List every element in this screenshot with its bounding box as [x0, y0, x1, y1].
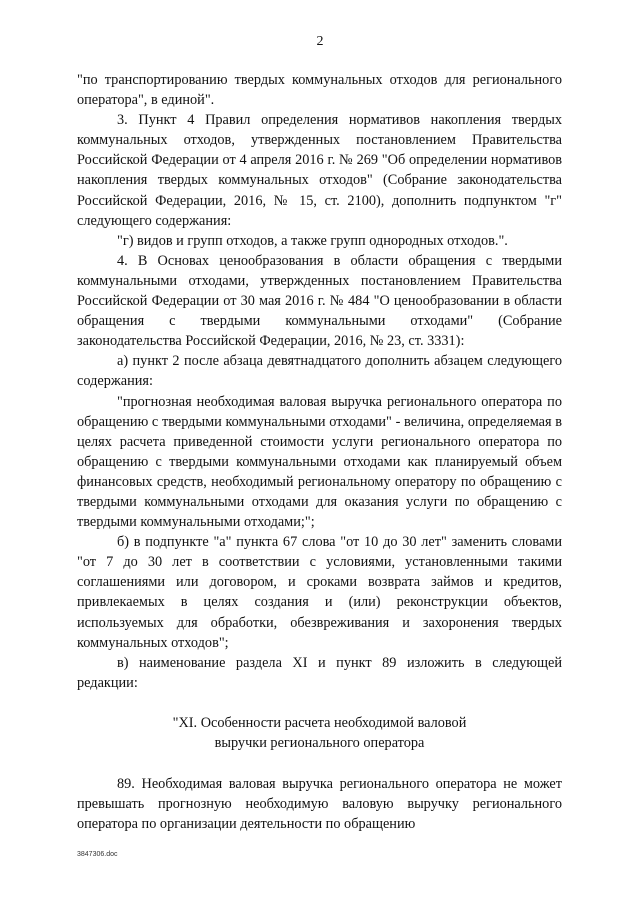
paragraph-item-4: 4. В Основах ценообразования в области обращения с твердыми коммунальными отходами, утвержденных постановлением Правительства Российской Федерации от 30 мая 2016 г. № 484 "О ценообразовании в области обращения с твердыми коммунальными отходами" (Собрание законодательства Российской Федерации, 2016, № 23, ст. 3331):: [77, 252, 562, 350]
section-heading-line-1: "XI. Особенности расчета необходимой валовой: [172, 714, 467, 731]
paragraph-item-89: 89. Необходимая валовая выручка регионального оператора не может превышать прогнозную необходимую валовую выручку регионального оператора по организации деятельности по обращению: [77, 776, 562, 833]
section-heading-line-2: выручки регионального оператора: [214, 735, 425, 751]
spacer: [77, 693, 562, 713]
paragraph-item-4a-quote: "прогнозная необходимая валовая выручка регионального оператора по обращению с твердыми коммунальными отходами" - величина, определяемая в целях расчета приведенной стоимости услуги регионального оператора по обращению с твердыми коммунальными отходами как планируемый объем финансовых средств, необходимый региональному оператору по обращению с твердыми коммунальными отходами для оказания услуги по обращению с твердыми коммунальными отходами;";: [77, 393, 562, 531]
document-body: [77, 70, 562, 834]
paragraph-item-3: 3. Пункт 4 Правил определения нормативов накопления твердых коммунальных отходов, утвержденных постановлением Правительства Российской Федерации от 4 апреля 2016 г. № 269 "Об определении нормативов накопления твердых коммунальных отходов" (Собрание законодательства Российской Федерации, 2016, № 15, ст. 2100), дополнить подпунктом "г" следующего содержания:: [77, 112, 562, 229]
section-heading: [77, 713, 562, 753]
paragraph-item-4c: в) наименование раздела XI и пункт 89 изложить в следующей редакции:: [77, 654, 562, 691]
paragraph-item-4a: а) пункт 2 после абзаца девятнадцатого дополнить абзацем следующего содержания:: [77, 353, 562, 390]
page-number: 2: [316, 34, 324, 49]
spacer: [77, 753, 562, 774]
paragraph-continuation: "по транспортированию твердых коммунальных отходов для регионального оператора", в единой".: [77, 72, 562, 109]
footer-document-code: 3847306.doc: [77, 851, 118, 858]
paragraph-item-4b: б) в подпункте "а" пункта 67 слова "от 10 до 30 лет" заменить словами "от 7 до 30 лет в соответствии с условиями, установленными такими соглашениями или договором, и сроками возврата займов и кредитов, привлекаемых в целях создания и (или) реконструкции объектов, используемых для обработки, обезвреживания и захоронения твердых коммунальных отходов";: [77, 534, 562, 651]
paragraph-item-3-quote: "г) видов и групп отходов, а также групп однородных отходов.".: [117, 232, 508, 249]
